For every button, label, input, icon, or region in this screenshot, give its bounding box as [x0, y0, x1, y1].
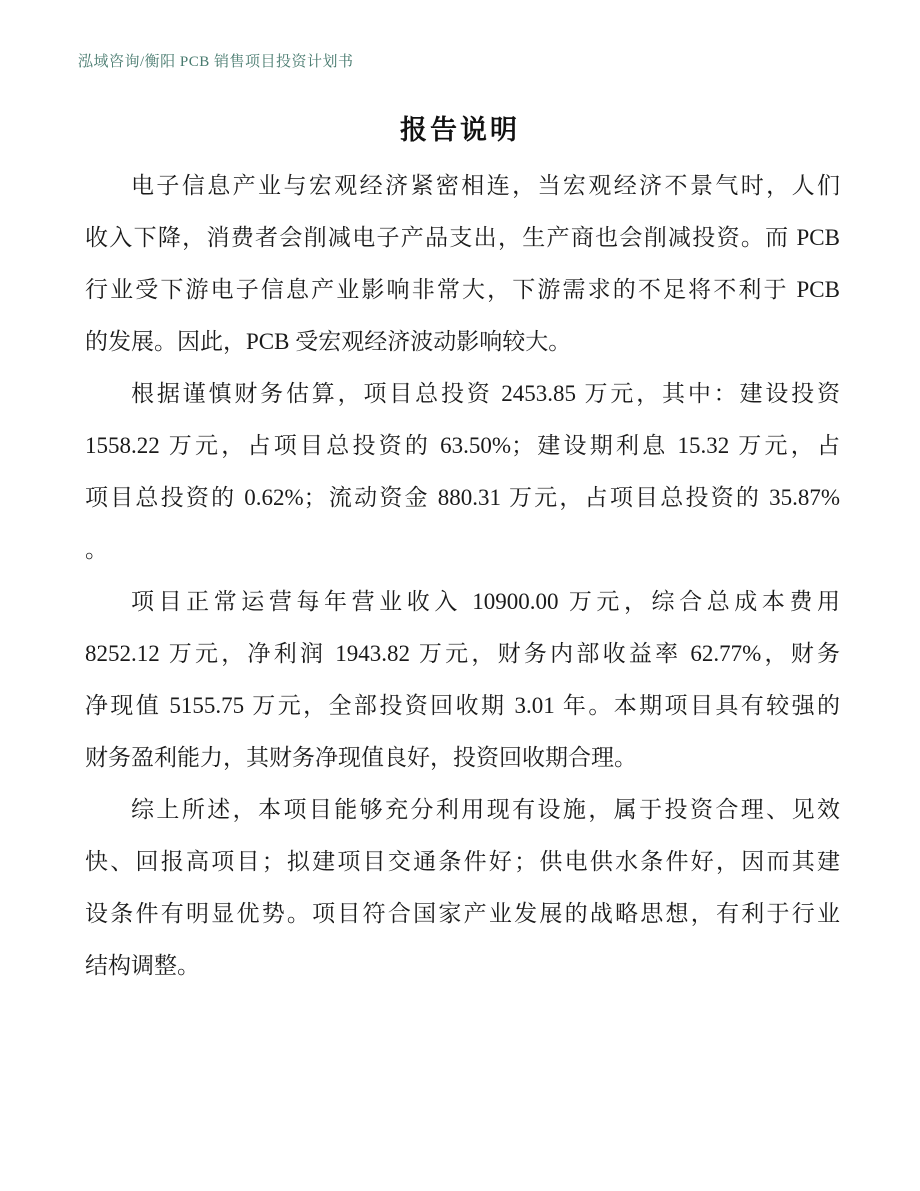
text-line: 综上所述，本项目能够充分利用现有设施，属于投资合理、见效	[131, 797, 840, 822]
text-line: 根据谨慎财务估算，项目总投资 2453.85 万元，其中：建设投资	[131, 381, 840, 406]
text-line: 结构调整。	[85, 953, 200, 978]
text-line: 8252.12 万元，净利润 1943.82 万元，财务内部收益率 62.77%，财务	[85, 641, 840, 666]
text-line: 设条件有明显优势。项目符合国家产业发展的战略思想，有利于行业	[85, 901, 840, 926]
page-title: 报告说明	[400, 115, 520, 145]
paragraph-1	[85, 160, 840, 368]
paragraph-3	[85, 576, 840, 784]
paragraph-4	[85, 784, 840, 992]
text-line: 行业受下游电子信息产业影响非常大，下游需求的不足将不利于 PCB	[85, 277, 840, 302]
text-line: 项目正常运营每年营业收入 10900.00 万元，综合总成本费用	[131, 589, 840, 614]
document-body	[85, 160, 840, 992]
text-line: 。	[85, 537, 108, 562]
text-line: 电子信息产业与宏观经济紧密相连，当宏观经济不景气时，人们	[131, 173, 840, 198]
text-line: 项目总投资的 0.62%；流动资金 880.31 万元，占项目总投资的 35.87%	[85, 485, 840, 510]
text-line: 净现值 5155.75 万元，全部投资回收期 3.01 年。本期项目具有较强的	[85, 693, 840, 718]
text-line: 收入下降，消费者会削减电子产品支出，生产商也会削减投资。而 PCB	[85, 225, 840, 250]
paragraph-2	[85, 368, 840, 576]
document-header	[78, 50, 354, 71]
text-line: 财务盈利能力，其财务净现值良好，投资回收期合理。	[85, 745, 637, 770]
header-text: 泓域咨询/衡阳 PCB 销售项目投资计划书	[78, 54, 354, 70]
text-line: 的发展。因此，PCB 受宏观经济波动影响较大。	[85, 329, 572, 354]
text-line: 快、回报高项目；拟建项目交通条件好；供电供水条件好，因而其建	[85, 849, 840, 874]
text-line: 1558.22 万元，占项目总投资的 63.50%；建设期利息 15.32 万元，占	[85, 433, 840, 458]
